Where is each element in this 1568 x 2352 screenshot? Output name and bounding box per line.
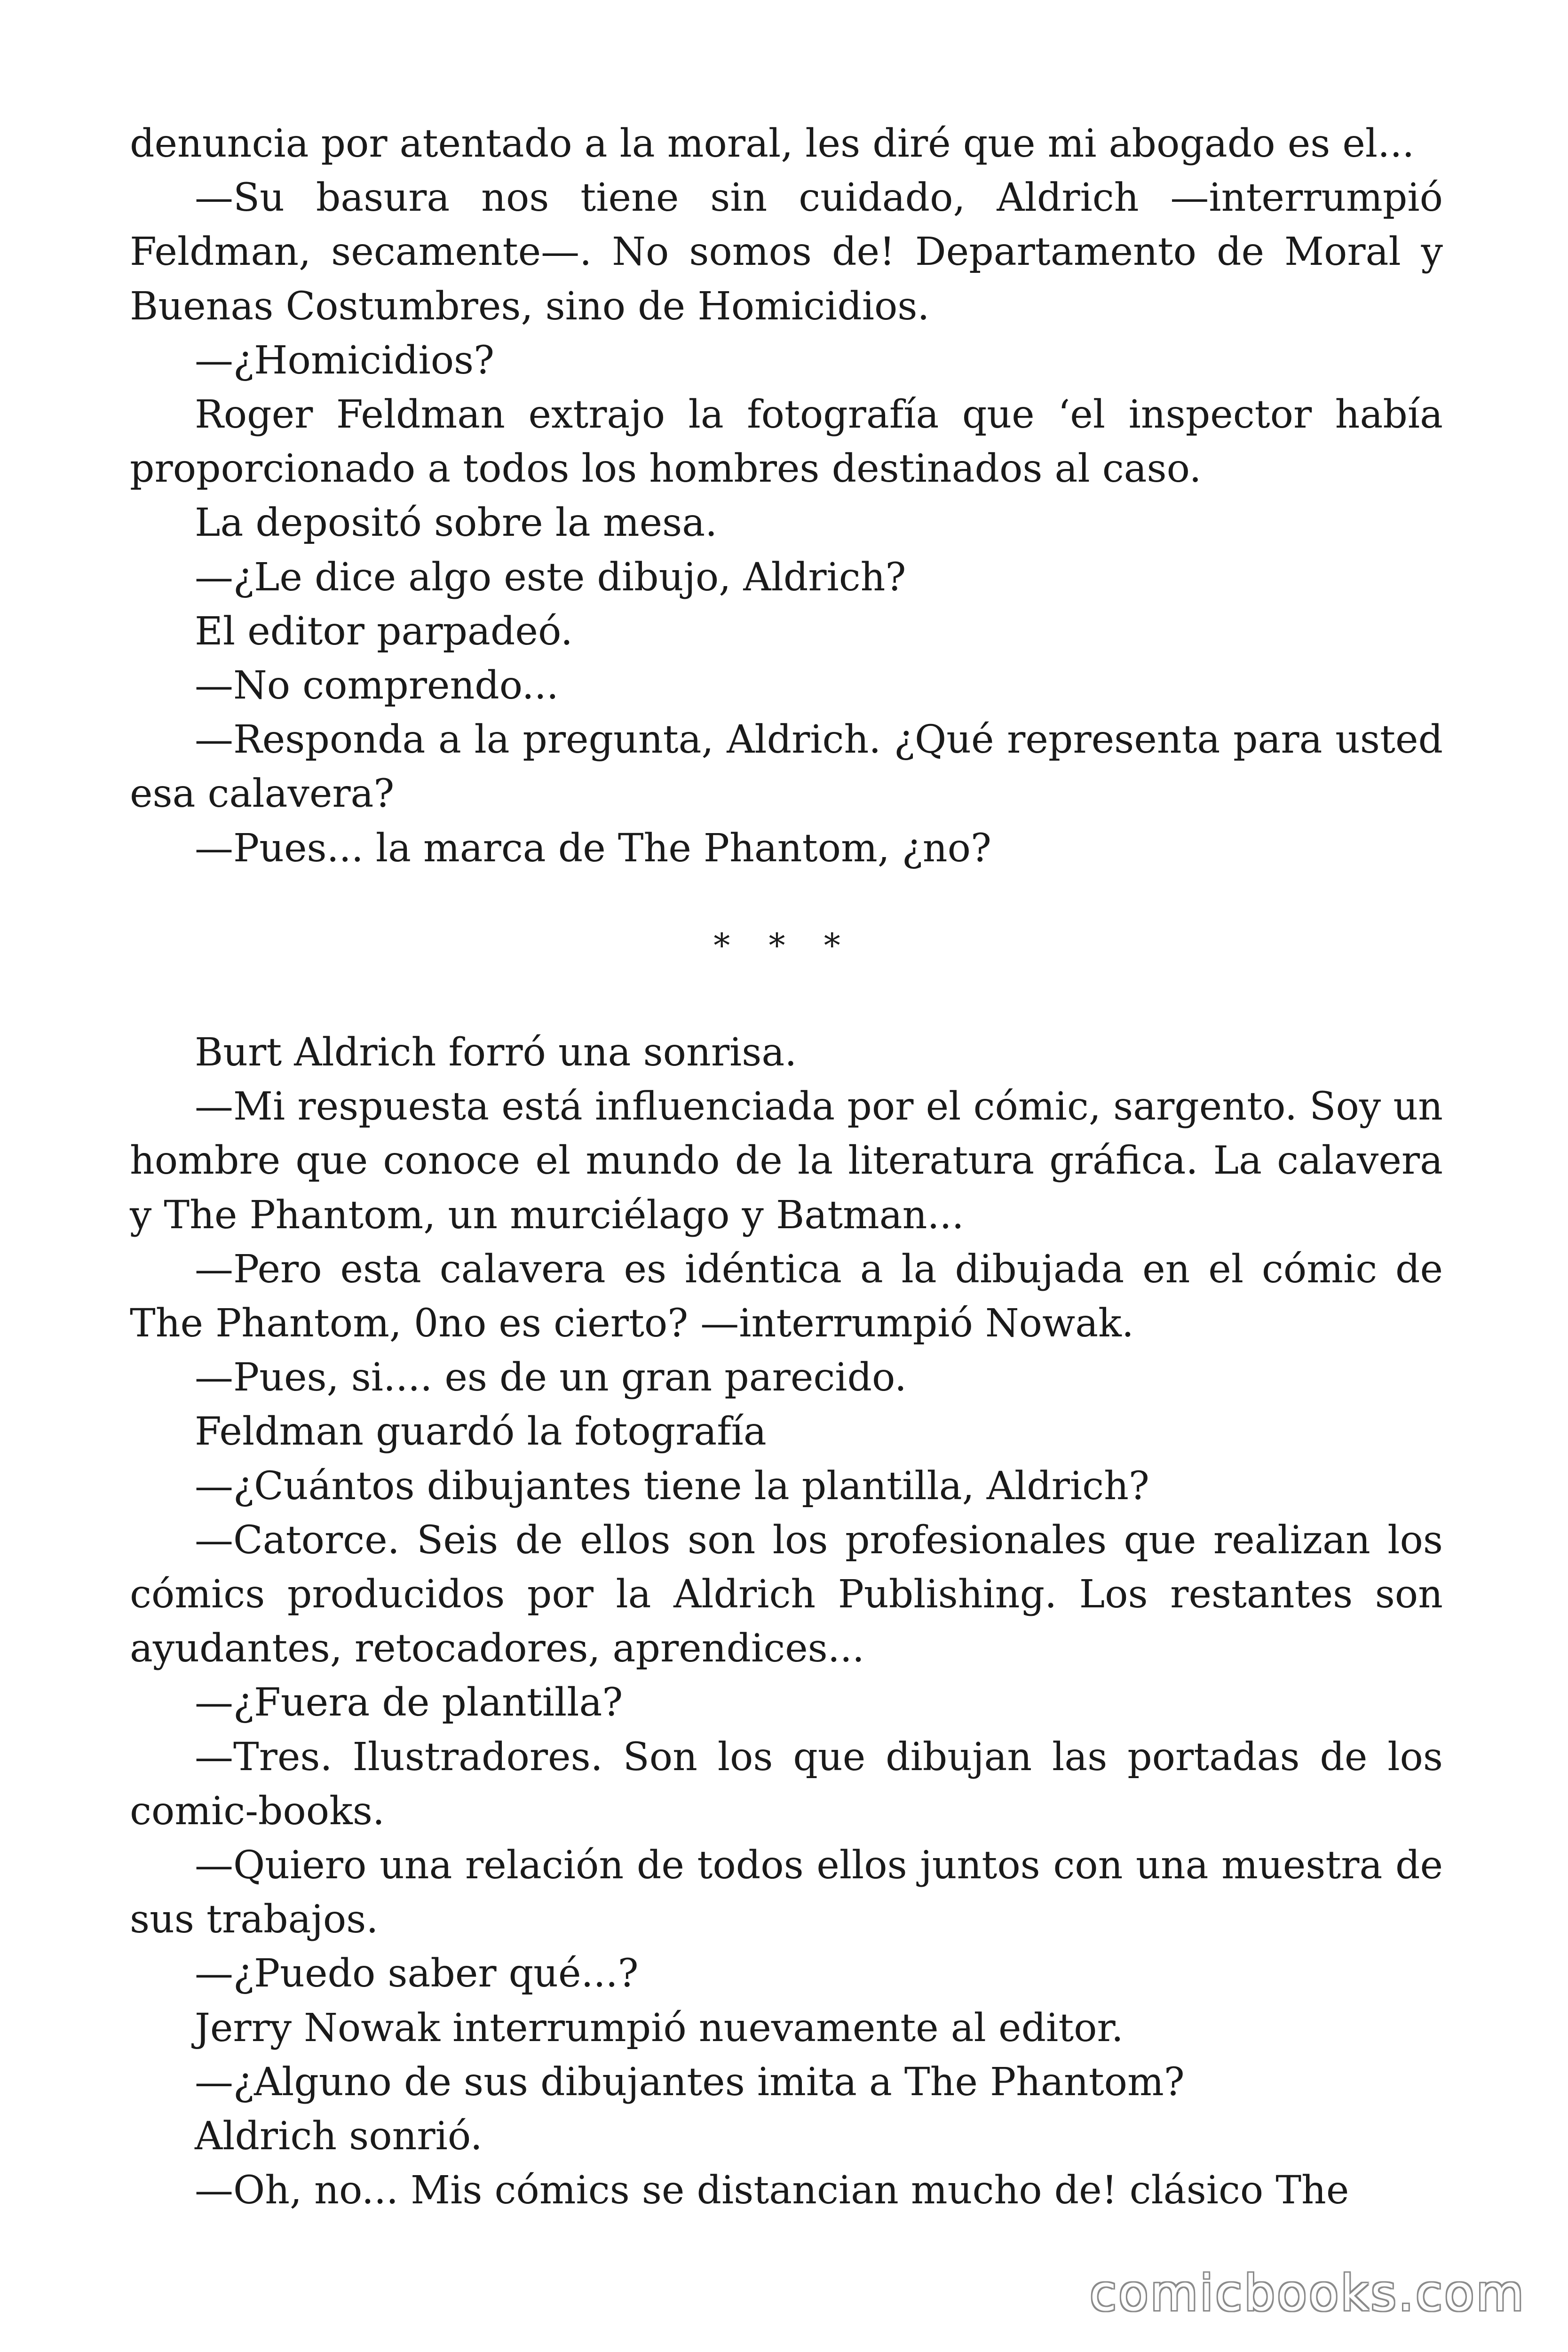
paragraph: —Pues, si.... es de un gran parecido. xyxy=(195,1355,907,1400)
paragraph: —¿Le dice algo este dibujo, Aldrich? xyxy=(195,555,906,600)
paragraph: —No comprendo... xyxy=(195,663,559,708)
watermark: comicbooks.com xyxy=(1089,2265,1526,2322)
paragraph: —Su basura nos tiene sin cuidado, Aldrich —interrumpió Feldman, secamente—. No somos de! Departamento de Moral y Buenas Costumbres, sino de Homicidios. xyxy=(130,175,1443,329)
paragraph: —Pues... la marca de The Phantom, ¿no? xyxy=(195,826,991,871)
paragraph: —Responda a la pregunta, Aldrich. ¿Qué representa para usted esa calavera? xyxy=(130,717,1443,817)
paragraph: —¿Cuántos dibujantes tiene la plantilla, Aldrich? xyxy=(195,1463,1149,1509)
paragraph: —Mi respuesta está influenciada por el cómic, sargento. Soy un hombre que conoce el mundo de la literatura gráfica. La calavera y The Phantom, un murciélago y Batman... xyxy=(130,1084,1443,1238)
paragraph: Jerry Nowak interrumpió nuevamente al editor. xyxy=(195,2005,1124,2050)
paragraph: —¿Alguno de sus dibujantes imita a The Phantom? xyxy=(195,2059,1185,2105)
paragraph: —Catorce. Seis de ellos son los profesionales que realizan los cómics producidos por la Aldrich Publishing. Los restantes son ayudantes, retocadores, aprendices... xyxy=(130,1518,1443,1671)
paragraph: —Oh, no... Mis cómics se distancian mucho de! clásico The xyxy=(195,2168,1349,2213)
paragraph: —Tres. Ilustradores. Son los que dibujan las portadas de los comic-books. xyxy=(130,1734,1443,1834)
paragraph: —¿Fuera de plantilla? xyxy=(195,1680,623,1725)
text-section-2 xyxy=(130,1025,1443,2217)
paragraph: El editor parpadeó. xyxy=(195,609,573,654)
paragraph: Aldrich sonrió. xyxy=(195,2114,483,2159)
paragraph: denuncia por atentado a la moral, les diré que mi abogado es el... xyxy=(130,121,1415,166)
paragraph: Burt Aldrich forró una sonrisa. xyxy=(195,1030,797,1075)
text-section-1 xyxy=(130,117,1443,875)
paragraph: —¿Homicidios? xyxy=(195,338,495,383)
paragraph: —Pero esta calavera es idéntica a la dibujada en el cómic de The Phantom, 0no es cierto? —interrumpió Nowak. xyxy=(130,1247,1443,1346)
paragraph: La depositó sobre la mesa. xyxy=(195,501,718,546)
paragraph: Feldman guardó la fotografía xyxy=(195,1409,767,1454)
paragraph: —¿Puedo saber qué...? xyxy=(195,1951,639,1996)
paragraph: Roger Feldman extrajo la fotografía que ‘el inspector había proporcionado a todos los hombres destinados al caso. xyxy=(130,392,1443,492)
section-separator: * * * xyxy=(713,926,855,965)
paragraph: —Quiero una relación de todos ellos juntos con una muestra de sus trabajos. xyxy=(130,1843,1443,1942)
